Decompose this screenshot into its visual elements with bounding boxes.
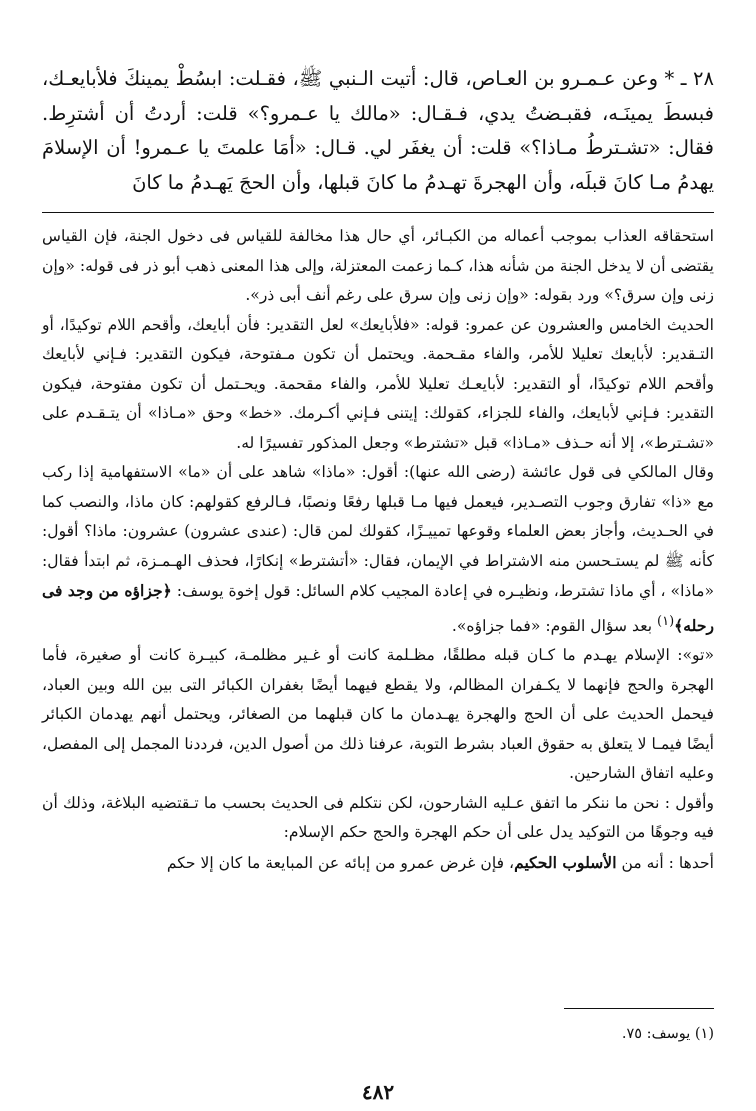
- footnote-marker: (١): [657, 613, 675, 629]
- footnote: (١) يوسف: ٧٥.: [621, 1026, 714, 1042]
- page-number: ٤٨٢: [361, 1080, 395, 1104]
- book-page: [42, 50, 714, 1104]
- commentary: [42, 222, 714, 878]
- hadith-text: ٢٨ ـ * وعن عـمـرو بن العـاص، قال: أتيت الـنبي ﷺ، فقـلت: ابسُطْ يمينكَ فلأبايعـك، فبسطَ يمينَـه، فقبـضتُ يدي، فـقـال: «مالك يا عـمرو؟» قلت: أردتُ أن أشترِط. فقال: «تشـترطُ مـاذا؟» قلت: أن يغفَر لي. قـال: «أمَا علمتَ يا عـمرو! أن الإسلامَ يهدمُ مـا كانَ قبلَه، وأن الهجرةَ تهـدمُ ما كانَ قبلها، وأن الحجَ يَهـدمُ ما كانَ: [42, 67, 714, 194]
- commentary-paragraph-2: الحديث الخامس والعشرون عن عمرو: قوله: «فلأبايعك» لعل التقدير: فأن أبايعك، وأقحم اللام توكيدًا، أو التـقدير: لأبايعك تعليلا للأمر، والفاء مقـحمة. ويحتمل أن تكون مـفتوحة، فيكون التقدير: فـإني لأبايعك وأقحم اللام توكيدًا، أو التقدير: لأبايعـك تعليلا للأمر، والفاء مقحمة. ويحـتمل أن تكون مفتوحة، فيكون التقدير: فـإني لأبايعك، والفاء للجزاء، كقولك: إيتنى فـإني أكـرمك. «خط» وحق «مـاذا» أن يتـقـدم على «تشـترط»، إلا أنه حـذف «مـاذا» قبل «تشترط» وجعل المذكور تفسيرًا له.: [42, 315, 714, 452]
- footnote-divider: [564, 1008, 714, 1009]
- quran-quote: ﴿جزاؤه من وجد فى رحله﴾: [42, 581, 714, 635]
- commentary-paragraph-3-end: بعد سؤال القوم: «فما جزاؤه».: [451, 616, 658, 635]
- commentary-paragraph-5: وأقول : نحن ما ننكر ما اتفق عـليه الشارحون، لكن نتكلم فى الحديث بحسب ما تـقتضيه البلاغة، وذلك أن فيه وجوهًا من التوكيد يدل على أن حكم الهجرة والحج حكم الإسلام:: [42, 793, 714, 842]
- commentary-paragraph-4: «تو»: الإسلام يهـدم ما كـان قبله مطلقًا، مظـلمة كانت أو غـير مظلمـة، كبيـرة كانت أو صغيرة، فأما الهجرة والحج فإنهما لا يكـفران المظالم، ولا يقطع فيهما أيضًا بغفران الكبائر التى بين الله وبين العباد، فيحمل الحديث على أن الحج والهجرة يهـدمان ما كان قبلهما من الصغائر، ويحتمل أنهم يهدمان الكبائر أيضًا فيمـا لا يتعلق به حقوق العباد بشرط التوبة، عرفنا ذلك من أصول الدين، فرددنا المجمل إلى المفصل، وعليه اتفاق الشارحين.: [42, 646, 714, 783]
- bold-term: الأسلوب الحكيم: [514, 852, 617, 872]
- commentary-paragraph-1: استحقاقه العذاب بموجب أعماله من الكبـائر، أي حال هذا مخالفة للقياس فى دخول الجنة، فإن القياس يقتضى أن لا يدخل الجنة من شأنه هذا، كـما زعمت المعتزلة، وإلى هذا المعنى ذهب أبو ذر فى قوله: «وإن زنى وإن سرق؟» ورد بقوله: «وإن زنى وإن سرق على رغم أنف أبى ذر».: [42, 227, 714, 304]
- header-divider: [42, 212, 714, 213]
- commentary-paragraph-6-end: ، فإن غرض عمرو من إبائه عن المبايعة ما كان إلا حكم: [166, 853, 515, 872]
- commentary-paragraph-6: [42, 848, 714, 879]
- commentary-paragraph-3-text: وقال المالكي فى قول عائشة (رضى الله عنها): أقول: «ماذا» شاهد على أن «ما» الاستفهامية إذا ركب مع «ذا» تفارق وجوب التصـدير، فيعمل فيها مـا قبلها رفعًا ونصبًا، فـالرفع كقولهم: كان ماذا، والنصب كما في الحـديث، وأجاز بعض العلماء وقوعها تمييـزًا، كقولك لمن قال: (عندى عشرون) عشرون: ماذا؟ أقول: كأنه ﷺ لم يستـحسن منه الاشتراط في الإيمان، فقال: «أتشترط» إنكارًا، فحذف الهـمـزة، ثم ابتدأ فقال: «ماذا» ، أي ماذا تشترط، ونظيـره في إعادة المجيب كلام السائل: قول إخوة يوسف:: [42, 463, 714, 600]
- commentary-paragraph-6-start: أحدها : أنه من: [616, 853, 714, 872]
- commentary-paragraph-3: [42, 458, 714, 641]
